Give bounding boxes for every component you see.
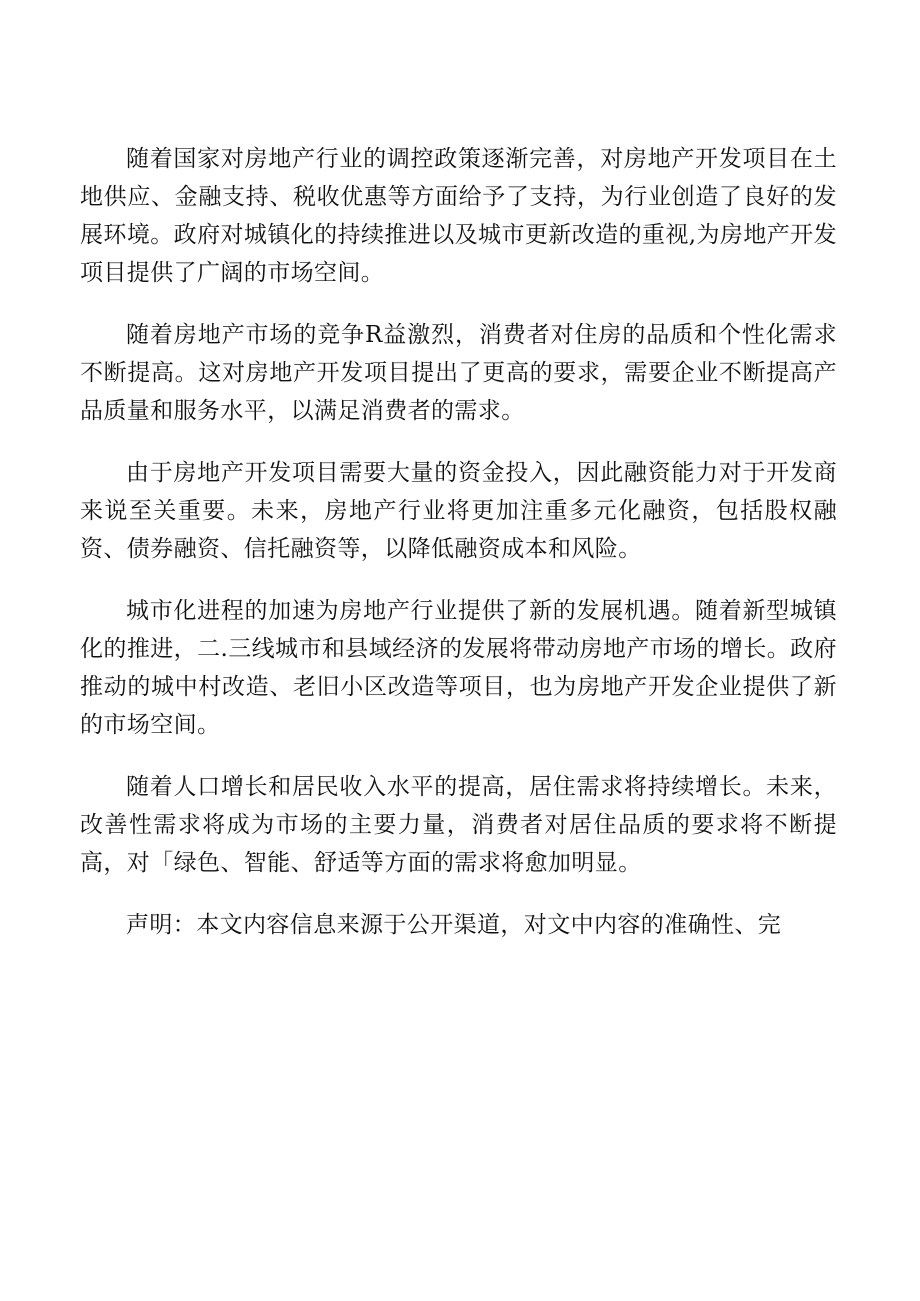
paragraph-financing: 由于房地产开发项目需要大量的资金投入，因此融资能力对于开发商来说至关重要。未来，房地产行业将更加注重多元化融资，包括股权融资、债券融资、信托融资等，以降低融资成本和风险。	[80, 460, 837, 562]
paragraph-housing-demand: 随着人口增长和居民收入水平的提高，居住需求将持续增长。未来，改善性需求将成为市场的主要力量，消费者对居住品质的要求将不断提高，对「绿色、智能、舒适等方面的需求将愈加明显。	[80, 774, 837, 876]
paragraph-disclaimer: 声明：本文内容信息来源于公开渠道，对文中内容的准确性、完	[126, 912, 782, 938]
paragraph-market-competition: 随着房地产市场的竞争R益激烈，消费者对住房的品质和个性化需求不断提高。这对房地产开发项目提出了更高的要求，需要企业不断提高产品质量和服务水平，以满足消费者的需求。	[80, 322, 837, 424]
document-body	[80, 140, 837, 968]
paragraph-policy-environment: 随着国家对房地产行业的调控政策逐渐完善，对房地产开发项目在土地供应、金融支持、税收优惠等方面给予了支持，为行业创造了良好的发展环境。政府对城镇化的持续推进以及城市更新改造的重视,为房地产开发项目提供了广阔的市场空间。	[80, 146, 837, 286]
paragraph-urbanization: 城市化进程的加速为房地产行业提供了新的发展机遇。随着新型城镇化的推进，二.三线城市和县域经济的发展将带动房地产市场的增长。政府推动的城中村改造、老旧小区改造等项目，也为房地产开发企业提供了新的市场空间。	[80, 598, 837, 738]
